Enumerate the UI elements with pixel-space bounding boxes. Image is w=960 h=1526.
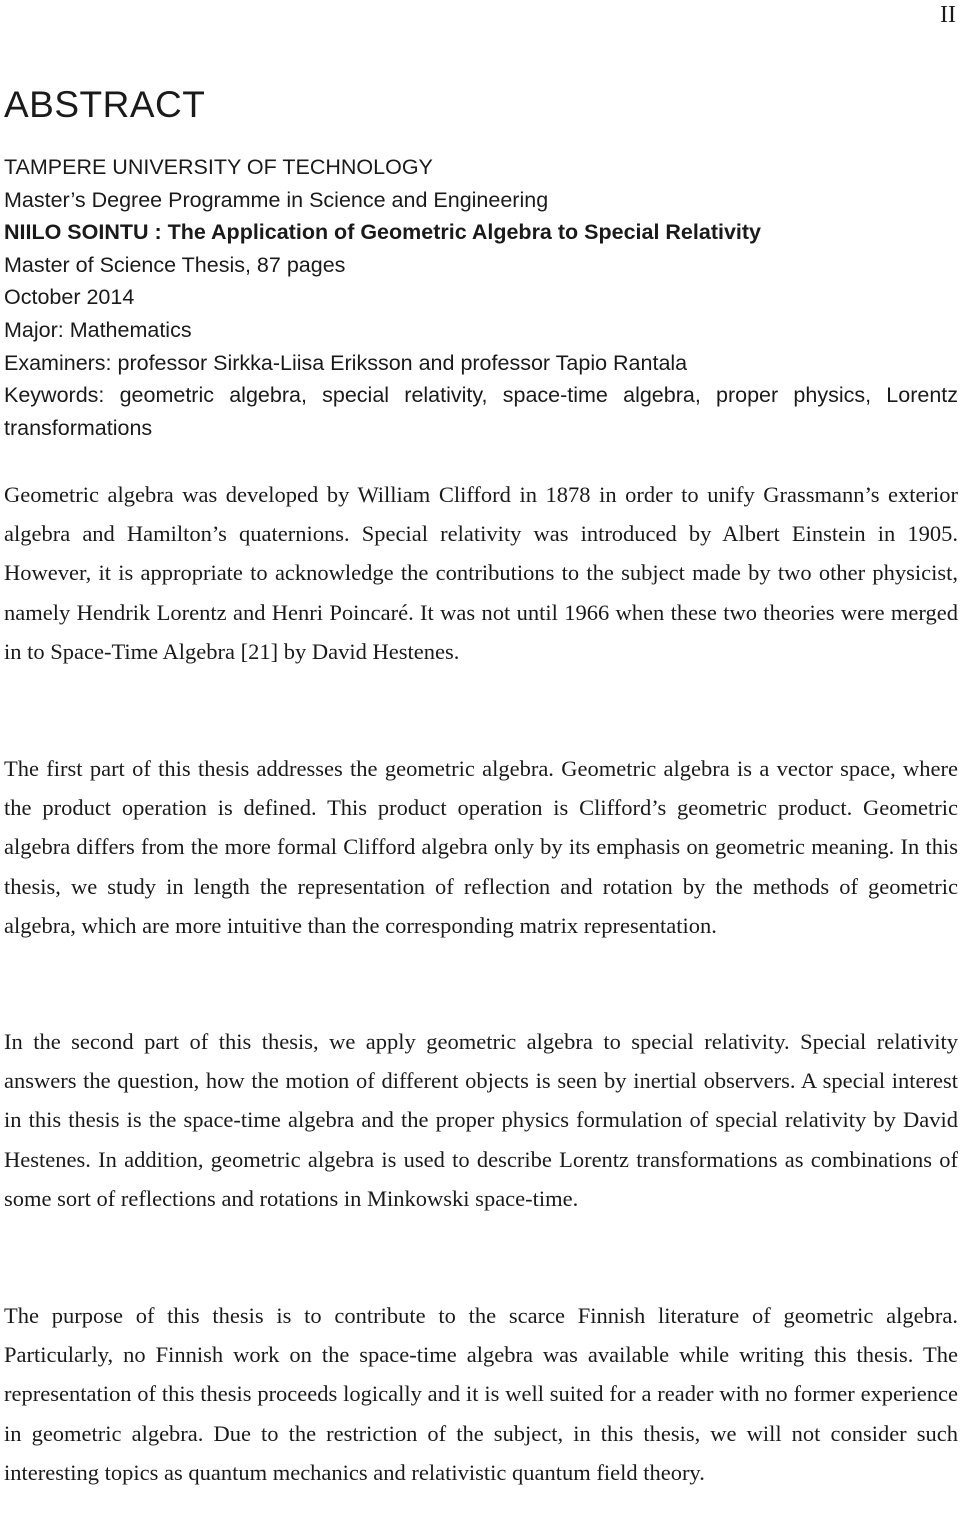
- author-and-title: NIILO SOINTU : The Application of Geometric Algebra to Special Relativity: [4, 220, 761, 245]
- abstract-paragraph-1: [4, 475, 958, 671]
- paragraph-text: In the second part of this thesis, we apply geometric algebra to special relativity. Special relativity answers the question, how the motion of different objects is seen by inertial observers. A special interest in this thesis is the space-time algebra and the proper physics formulation of special relativity by David Hestenes. In addition, geometric algebra is used to describe Lorentz transformations as combinations of some sort of reflections and rotations in Minkowski space-time.: [4, 1029, 958, 1211]
- thesis-keywords: Keywords: geometric algebra, special relativity, space-time algebra, proper physics, Lorentz transformations: [4, 383, 958, 440]
- abstract-heading: ABSTRACT: [4, 84, 206, 125]
- university-name: TAMPERE UNIVERSITY OF TECHNOLOGY: [4, 155, 433, 179]
- page-number: II: [940, 2, 956, 28]
- thesis-date: October 2014: [4, 285, 135, 310]
- thesis-metadata: [4, 151, 958, 444]
- abstract-paragraph-2: [4, 749, 958, 945]
- abstract-paragraph-4: [4, 1296, 958, 1492]
- paragraph-text: The first part of this thesis addresses the geometric algebra. Geometric algebra is a vector space, where the product operation is defined. This product operation is Clifford’s geometric product. Geometric algebra differs from the more formal Clifford algebra only by its emphasis on geometric meaning. In this thesis, we study in length the representation of reflection and rotation by the methods of geometric algebra, which are more intuitive than the corresponding matrix representation.: [4, 756, 958, 938]
- paragraph-text: The purpose of this thesis is to contribute to the scarce Finnish literature of geometric algebra. Particularly, no Finnish work on the space-time algebra was available while writing this thesis. The representation of this thesis proceeds logically and it is well suited for a reader with no former experience in geometric algebra. Due to the restriction of the subject, in this thesis, we will not consider such interesting topics as quantum mechanics and relativistic quantum field theory.: [4, 1303, 958, 1485]
- thesis-examiners: Examiners: professor Sirkka-Liisa Eriksson and professor Tapio Rantala: [4, 350, 688, 375]
- abstract-paragraph-3: [4, 1022, 958, 1218]
- paragraph-text: Geometric algebra was developed by William Clifford in 1878 in order to unify Grassmann’s exterior algebra and Hamilton’s quaternions. Special relativity was introduced by Albert Einstein in 1905. However, it is appropriate to acknowledge the contributions to the subject made by two other physicist, namely Hendrik Lorentz and Henri Poincaré. It was not until 1966 when these two theories were merged in to Space-Time Algebra [21] by David Hestenes.: [4, 482, 958, 664]
- thesis-info: Master of Science Thesis, 87 pages: [4, 252, 346, 277]
- degree-programme: Master’s Degree Programme in Science and Engineering: [4, 187, 549, 212]
- thesis-major: Major: Mathematics: [4, 317, 192, 342]
